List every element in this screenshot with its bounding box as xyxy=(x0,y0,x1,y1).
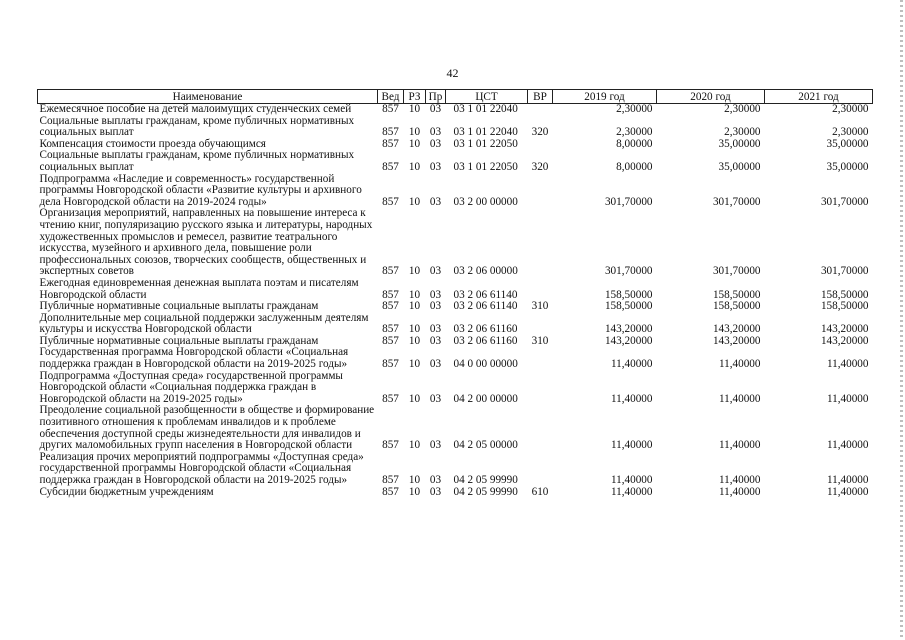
row-vr xyxy=(528,347,553,370)
row-pr: 03 xyxy=(429,439,442,452)
row-vr xyxy=(528,139,553,151)
row-vr xyxy=(528,313,553,336)
row-cst: 03 1 01 22040 xyxy=(453,126,518,139)
row-cst: 04 2 00 00000 xyxy=(453,392,518,405)
row-pr: 03 xyxy=(429,485,442,498)
row-rz: 10 xyxy=(408,103,421,115)
row-2019: 11,40000 xyxy=(610,485,653,498)
row-cst: 03 1 01 22050 xyxy=(453,160,518,173)
row-2019: 301,70000 xyxy=(604,265,653,278)
row-name: Государственная программа Новгородской области «Социальная поддержка граждан в Новгородской области на 2019-2025 годы» xyxy=(39,346,349,371)
row-2020: 143,20000 xyxy=(712,334,761,347)
row-2021: 143,20000 xyxy=(820,323,869,336)
row-vr: 320 xyxy=(531,160,549,173)
row-vr: 310 xyxy=(531,300,549,313)
row-2020: 158,50000 xyxy=(712,288,761,301)
row-rz: 10 xyxy=(408,334,421,347)
row-2020: 11,40000 xyxy=(718,474,761,486)
row-pr: 03 xyxy=(429,195,442,208)
row-2021: 301,70000 xyxy=(820,265,869,278)
row-rz: 10 xyxy=(408,323,421,336)
col-header-2019: 2019 год xyxy=(553,90,657,104)
row-vr xyxy=(528,104,553,116)
row-name: Дополнительные мер социальной поддержки заслуженным деятелям культуры и искусства Новгородской области xyxy=(39,311,369,336)
row-cst: 03 2 06 61140 xyxy=(453,288,518,301)
row-cst: 03 2 06 61140 xyxy=(453,300,518,313)
row-2021: 11,40000 xyxy=(826,439,869,452)
row-name: Ежемесячное пособие на детей малоимущих студенческих семей xyxy=(39,103,352,115)
row-pr: 03 xyxy=(429,103,442,115)
row-pr: 03 xyxy=(429,160,442,173)
row-cst: 04 0 00 00000 xyxy=(453,358,518,371)
row-vr xyxy=(528,371,553,406)
row-pr: 03 xyxy=(429,323,442,336)
row-rz: 10 xyxy=(408,474,421,486)
row-cst: 03 2 06 00000 xyxy=(453,265,518,278)
row-2019: 8,00000 xyxy=(616,137,653,150)
table-row xyxy=(38,487,873,499)
row-vr xyxy=(528,278,553,301)
row-rz: 10 xyxy=(408,358,421,371)
row-2021: 11,40000 xyxy=(826,474,869,486)
budget-table xyxy=(37,89,873,498)
row-vr: 610 xyxy=(531,485,549,498)
row-2019: 2,30000 xyxy=(616,103,653,115)
row-2021: 11,40000 xyxy=(826,392,869,405)
row-vr xyxy=(528,174,553,209)
row-ved: 857 xyxy=(382,392,399,405)
row-vr xyxy=(528,452,553,487)
row-ved: 857 xyxy=(382,195,399,208)
col-header-cst: ЦСТ xyxy=(446,90,528,104)
row-name: Ежегодная единовременная денежная выплата поэтам и писателям Новгородской области xyxy=(39,276,359,301)
table-row xyxy=(38,347,873,370)
row-pr: 03 xyxy=(429,265,442,278)
row-ved: 857 xyxy=(382,300,399,313)
row-2020: 11,40000 xyxy=(718,439,761,452)
row-2019: 158,50000 xyxy=(604,300,653,313)
row-rz: 10 xyxy=(408,300,421,313)
row-pr: 03 xyxy=(429,392,442,405)
budget-table-container xyxy=(37,89,872,498)
col-header-pr: Пр xyxy=(426,90,446,104)
row-2021: 35,00000 xyxy=(826,160,869,173)
row-2021: 35,00000 xyxy=(826,137,869,150)
row-2021: 158,50000 xyxy=(820,288,869,301)
table-row xyxy=(38,208,873,278)
row-name: Подпрограмма «Доступная среда» государственной программы Новгородской области «Социальная поддержка граждан в Новгородской области на 2019-2025 годы» xyxy=(39,369,343,405)
row-2019: 11,40000 xyxy=(610,358,653,371)
row-cst: 04 2 05 99990 xyxy=(453,485,518,498)
row-pr: 03 xyxy=(429,137,442,150)
row-name: Преодоление социальной разобщенности в обществе и формирование позитивного отношения к проблемам инвалидов и к проблеме обеспечения доступной среды жизнедеятельности для инвалидов и других маломобильных групп населения в Новгородской области xyxy=(39,404,375,452)
row-2021: 11,40000 xyxy=(826,358,869,371)
row-2019: 143,20000 xyxy=(604,334,653,347)
table-header-row xyxy=(38,90,873,104)
scan-edge-decoration xyxy=(900,0,903,640)
row-name: Подпрограмма «Наследие и современность» государственной программы Новгородской области «Развитие культуры и архивного дела Новгородской области на 2019-2024 годы» xyxy=(39,172,362,208)
row-rz: 10 xyxy=(408,265,421,278)
row-2020: 2,30000 xyxy=(724,103,761,115)
row-rz: 10 xyxy=(408,137,421,150)
table-row xyxy=(38,452,873,487)
table-row xyxy=(38,104,873,116)
row-vr xyxy=(528,208,553,278)
row-pr: 03 xyxy=(429,358,442,371)
row-name: Реализация прочих мероприятий подпрограммы «Доступная среда» государственной программы Новгородской области «Социальная поддержка граждан в Новгородской области на 2019-2025 годы» xyxy=(39,450,364,486)
row-name: Организация мероприятий, направленных на повышение интереса к чтению книг, популяризацию русского языка и литературы, народных художественных промыслов и ремесел, развитие театрального искусства, музейного и архивного дела, повышение роли профессиональных союзов, творческих сообществ, общественных и экспертных советов xyxy=(39,207,373,278)
row-2020: 11,40000 xyxy=(718,358,761,371)
row-2019: 11,40000 xyxy=(610,439,653,452)
row-2020: 11,40000 xyxy=(718,392,761,405)
row-pr: 03 xyxy=(429,126,442,139)
row-rz: 10 xyxy=(408,160,421,173)
row-2019: 158,50000 xyxy=(604,288,653,301)
row-2021: 11,40000 xyxy=(826,485,869,498)
row-vr: 320 xyxy=(531,126,549,139)
table-body xyxy=(38,104,873,499)
col-header-vr: ВР xyxy=(528,90,553,104)
row-2020: 11,40000 xyxy=(718,485,761,498)
col-header-name: Наименование xyxy=(38,90,378,104)
row-2019: 11,40000 xyxy=(610,392,653,405)
row-name: Социальные выплаты гражданам, кроме публичных нормативных социальных выплат xyxy=(39,149,355,173)
row-cst: 03 2 06 61160 xyxy=(453,334,518,347)
table-row xyxy=(38,371,873,406)
row-cst: 03 1 01 22040 xyxy=(453,103,518,115)
row-2020: 158,50000 xyxy=(712,300,761,313)
page-number: 42 xyxy=(446,66,459,80)
row-2020: 143,20000 xyxy=(712,323,761,336)
row-cst: 03 2 00 00000 xyxy=(453,195,518,208)
table-row xyxy=(38,313,873,336)
row-2021: 301,70000 xyxy=(820,195,869,208)
row-rz: 10 xyxy=(408,288,421,301)
row-rz: 10 xyxy=(408,126,421,139)
row-2020: 301,70000 xyxy=(712,265,761,278)
col-header-2020: 2020 год xyxy=(657,90,765,104)
table-row xyxy=(38,116,873,139)
table-row xyxy=(38,174,873,209)
row-ved: 857 xyxy=(382,323,399,336)
row-ved: 857 xyxy=(382,358,399,371)
table-row xyxy=(38,278,873,301)
row-pr: 03 xyxy=(429,474,442,486)
table-row xyxy=(38,150,873,173)
row-2020: 35,00000 xyxy=(718,160,761,173)
row-name: Компенсация стоимости проезда обучающимся xyxy=(39,137,266,150)
row-cst: 04 2 05 00000 xyxy=(453,439,518,452)
table-row xyxy=(38,301,873,313)
row-ved: 857 xyxy=(382,485,399,498)
row-2019: 2,30000 xyxy=(616,126,653,139)
row-ved: 857 xyxy=(382,474,399,486)
row-2019: 8,00000 xyxy=(616,160,653,173)
row-ved: 857 xyxy=(382,103,399,115)
row-ved: 857 xyxy=(382,160,399,173)
row-cst: 03 2 06 61160 xyxy=(453,323,518,336)
row-name: Публичные нормативные социальные выплаты гражданам xyxy=(39,300,319,313)
row-vr: 310 xyxy=(531,334,549,347)
row-2019: 11,40000 xyxy=(610,474,653,486)
row-2020: 2,30000 xyxy=(724,126,761,139)
row-ved: 857 xyxy=(382,137,399,150)
row-rz: 10 xyxy=(408,485,421,498)
row-ved: 857 xyxy=(382,334,399,347)
row-2019: 301,70000 xyxy=(604,195,653,208)
row-pr: 03 xyxy=(429,300,442,313)
row-name: Публичные нормативные социальные выплаты гражданам xyxy=(39,334,319,347)
table-row xyxy=(38,405,873,451)
row-2020: 301,70000 xyxy=(712,195,761,208)
row-ved: 857 xyxy=(382,439,399,452)
row-vr xyxy=(528,405,553,451)
row-ved: 857 xyxy=(382,265,399,278)
row-rz: 10 xyxy=(408,392,421,405)
row-pr: 03 xyxy=(429,288,442,301)
row-2021: 2,30000 xyxy=(832,126,869,139)
row-2020: 35,00000 xyxy=(718,137,761,150)
row-2021: 2,30000 xyxy=(832,103,869,115)
row-pr: 03 xyxy=(429,334,442,347)
row-rz: 10 xyxy=(408,195,421,208)
row-cst: 03 1 01 22050 xyxy=(453,137,518,150)
row-ved: 857 xyxy=(382,288,399,301)
row-cst: 04 2 05 99990 xyxy=(453,474,518,486)
row-2021: 143,20000 xyxy=(820,334,869,347)
row-ved: 857 xyxy=(382,126,399,139)
row-2019: 143,20000 xyxy=(604,323,653,336)
row-rz: 10 xyxy=(408,439,421,452)
col-header-rz: РЗ xyxy=(404,90,426,104)
row-name: Субсидии бюджетным учреждениям xyxy=(39,485,214,498)
row-2021: 158,50000 xyxy=(820,300,869,313)
col-header-2021: 2021 год xyxy=(765,90,873,104)
row-name: Социальные выплаты гражданам, кроме публичных нормативных социальных выплат xyxy=(39,114,355,139)
col-header-ved: Вед xyxy=(378,90,404,104)
